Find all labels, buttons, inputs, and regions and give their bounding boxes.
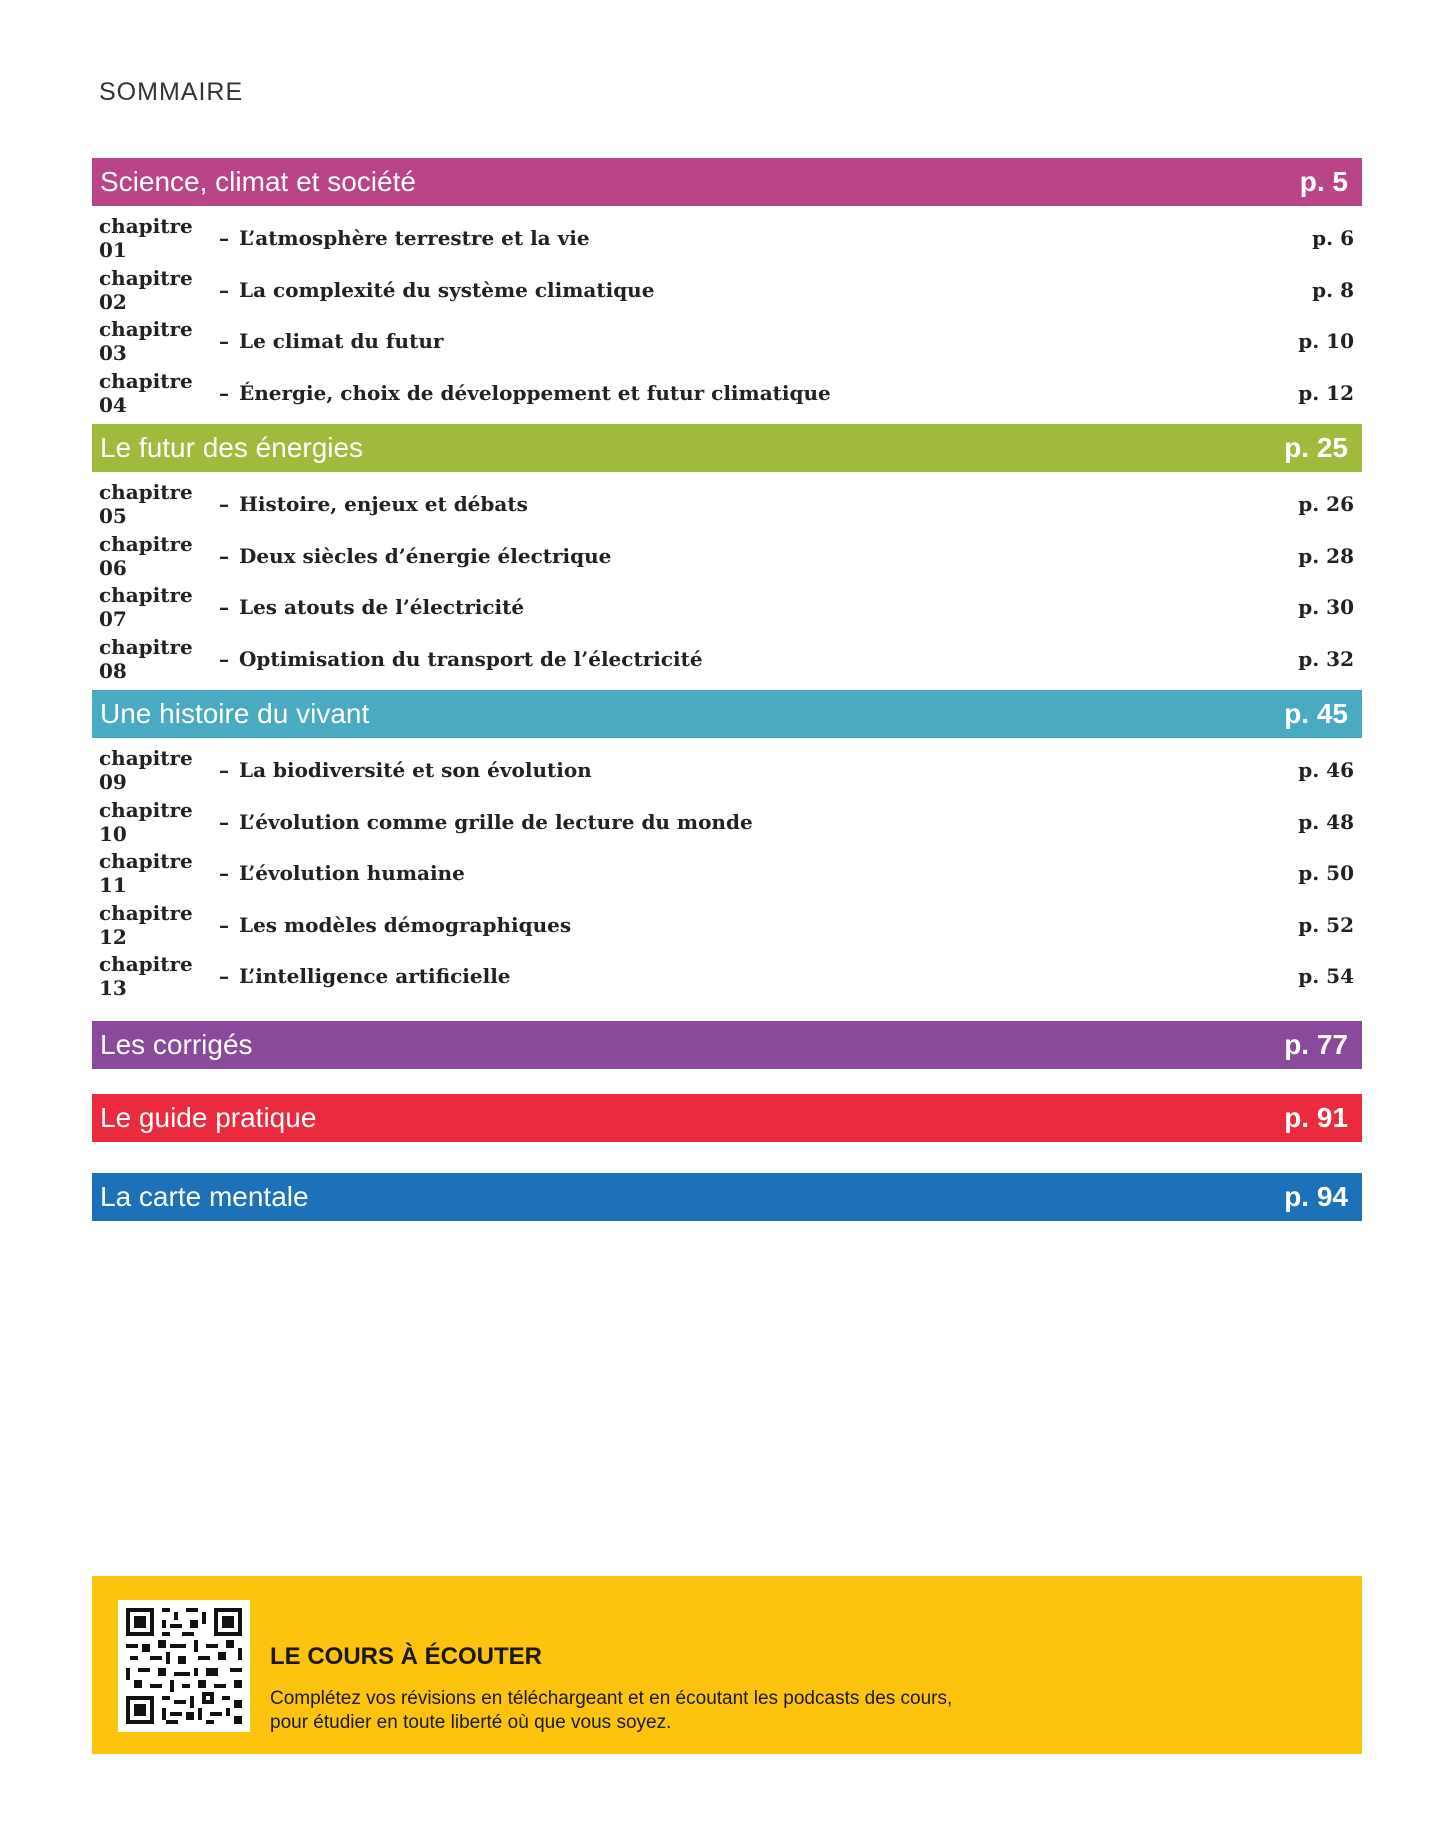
chapter-row[interactable] — [99, 532, 1354, 580]
chapter-number: chapitre 04 — [99, 369, 193, 417]
section-title: Les corrigés — [100, 1029, 253, 1060]
chapter-page: p. 8 — [1312, 278, 1354, 302]
section-page: p. 5 — [1299, 166, 1348, 197]
chapter-title: Énergie, choix de développement et futur climatique — [239, 381, 831, 405]
chapter-dash: – — [219, 226, 229, 250]
chapter-number: chapitre 11 — [99, 849, 193, 897]
chapter-number: chapitre 02 — [99, 266, 193, 314]
audio-heading: LE COURS À ÉCOUTER — [270, 1643, 543, 1670]
page-title: SOMMAIRE — [99, 78, 244, 106]
chapter-page: p. 10 — [1298, 329, 1354, 353]
section-title: Une histoire du vivant — [100, 698, 370, 729]
chapter-number: chapitre 08 — [99, 635, 193, 683]
chapter-title: L’évolution humaine — [239, 861, 465, 885]
chapter-row[interactable] — [99, 317, 1354, 365]
chapter-number: chapitre 05 — [99, 480, 193, 528]
chapter-title: Les atouts de l’électricité — [239, 595, 525, 619]
chapter-row[interactable] — [99, 849, 1354, 897]
section-page: p. 25 — [1284, 432, 1348, 463]
section-corriges[interactable] — [92, 1021, 1362, 1069]
section-science-climat[interactable] — [92, 158, 1362, 206]
section-title: Science, climat et société — [100, 166, 416, 197]
chapter-number: chapitre 06 — [99, 532, 193, 580]
chapter-row[interactable] — [99, 583, 1354, 631]
chapter-title: Les modèles démographiques — [239, 913, 572, 937]
chapter-dash: – — [219, 913, 229, 937]
audio-course-box — [92, 1576, 1362, 1754]
chapter-title: La biodiversité et son évolution — [239, 758, 592, 782]
chapter-row[interactable] — [99, 901, 1354, 949]
chapter-page: p. 6 — [1312, 226, 1354, 250]
chapter-page: p. 12 — [1298, 381, 1354, 405]
chapter-number: chapitre 10 — [99, 798, 193, 846]
chapter-number: chapitre 07 — [99, 583, 193, 631]
section-guide-pratique[interactable] — [92, 1094, 1362, 1142]
chapter-number: chapitre 09 — [99, 746, 193, 794]
chapter-number: chapitre 03 — [99, 317, 193, 365]
chapter-title: Histoire, enjeux et débats — [239, 492, 528, 516]
section-page: p. 77 — [1284, 1029, 1348, 1060]
chapter-title: L’atmosphère terrestre et la vie — [239, 226, 590, 250]
chapter-page: p. 28 — [1298, 544, 1354, 568]
section-histoire-vivant[interactable] — [92, 690, 1362, 738]
chapter-row[interactable] — [99, 369, 1354, 417]
chapter-title: L’intelligence artificielle — [239, 964, 511, 988]
audio-description — [270, 1687, 952, 1735]
chapter-dash: – — [219, 492, 229, 516]
chapter-number: chapitre 01 — [99, 214, 193, 262]
chapter-page: p. 48 — [1298, 810, 1354, 834]
section-title: Le futur des énergies — [100, 432, 364, 463]
chapter-dash: – — [219, 810, 229, 834]
chapter-dash: – — [219, 544, 229, 568]
section-page: p. 45 — [1284, 698, 1348, 729]
section-futur-energies[interactable] — [92, 424, 1362, 472]
section-title: Le guide pratique — [100, 1102, 317, 1133]
qr-code-icon[interactable] — [118, 1600, 250, 1732]
chapter-row[interactable] — [99, 746, 1354, 794]
chapter-title: L’évolution comme grille de lecture du monde — [239, 810, 753, 834]
chapter-title: La complexité du système climatique — [239, 278, 655, 302]
chapter-number: chapitre 12 — [99, 901, 193, 949]
chapter-page: p. 46 — [1298, 758, 1354, 782]
chapter-page: p. 50 — [1298, 861, 1354, 885]
chapter-row[interactable] — [99, 480, 1354, 528]
chapter-dash: – — [219, 329, 229, 353]
section-page: p. 94 — [1284, 1181, 1348, 1212]
chapter-dash: – — [219, 964, 229, 988]
chapter-row[interactable] — [99, 798, 1354, 846]
chapter-dash: – — [219, 758, 229, 782]
chapter-page: p. 52 — [1298, 913, 1354, 937]
chapter-row[interactable] — [99, 635, 1354, 683]
section-carte-mentale[interactable] — [92, 1173, 1362, 1221]
chapter-row[interactable] — [99, 952, 1354, 1000]
chapter-dash: – — [219, 647, 229, 671]
chapter-page: p. 32 — [1298, 647, 1354, 671]
audio-description-line-2: pour étudier en toute liberté où que vous soyez. — [270, 1712, 672, 1733]
chapter-page: p. 26 — [1298, 492, 1354, 516]
chapter-dash: – — [219, 278, 229, 302]
chapter-row[interactable] — [99, 266, 1354, 314]
chapter-title: Optimisation du transport de l’électricité — [239, 647, 703, 671]
audio-description-line-1: Complétez vos révisions en téléchargeant et en écoutant les podcasts des cours, — [270, 1688, 953, 1709]
chapter-dash: – — [219, 595, 229, 619]
chapter-title: Le climat du futur — [239, 329, 444, 353]
chapter-row[interactable] — [99, 214, 1354, 262]
chapter-title: Deux siècles d’énergie électrique — [239, 544, 612, 568]
chapter-dash: – — [219, 861, 229, 885]
section-page: p. 91 — [1284, 1102, 1348, 1133]
chapter-page: p. 30 — [1298, 595, 1354, 619]
chapter-number: chapitre 13 — [99, 952, 193, 1000]
chapter-page: p. 54 — [1298, 964, 1354, 988]
chapter-dash: – — [219, 381, 229, 405]
section-title: La carte mentale — [100, 1181, 309, 1212]
